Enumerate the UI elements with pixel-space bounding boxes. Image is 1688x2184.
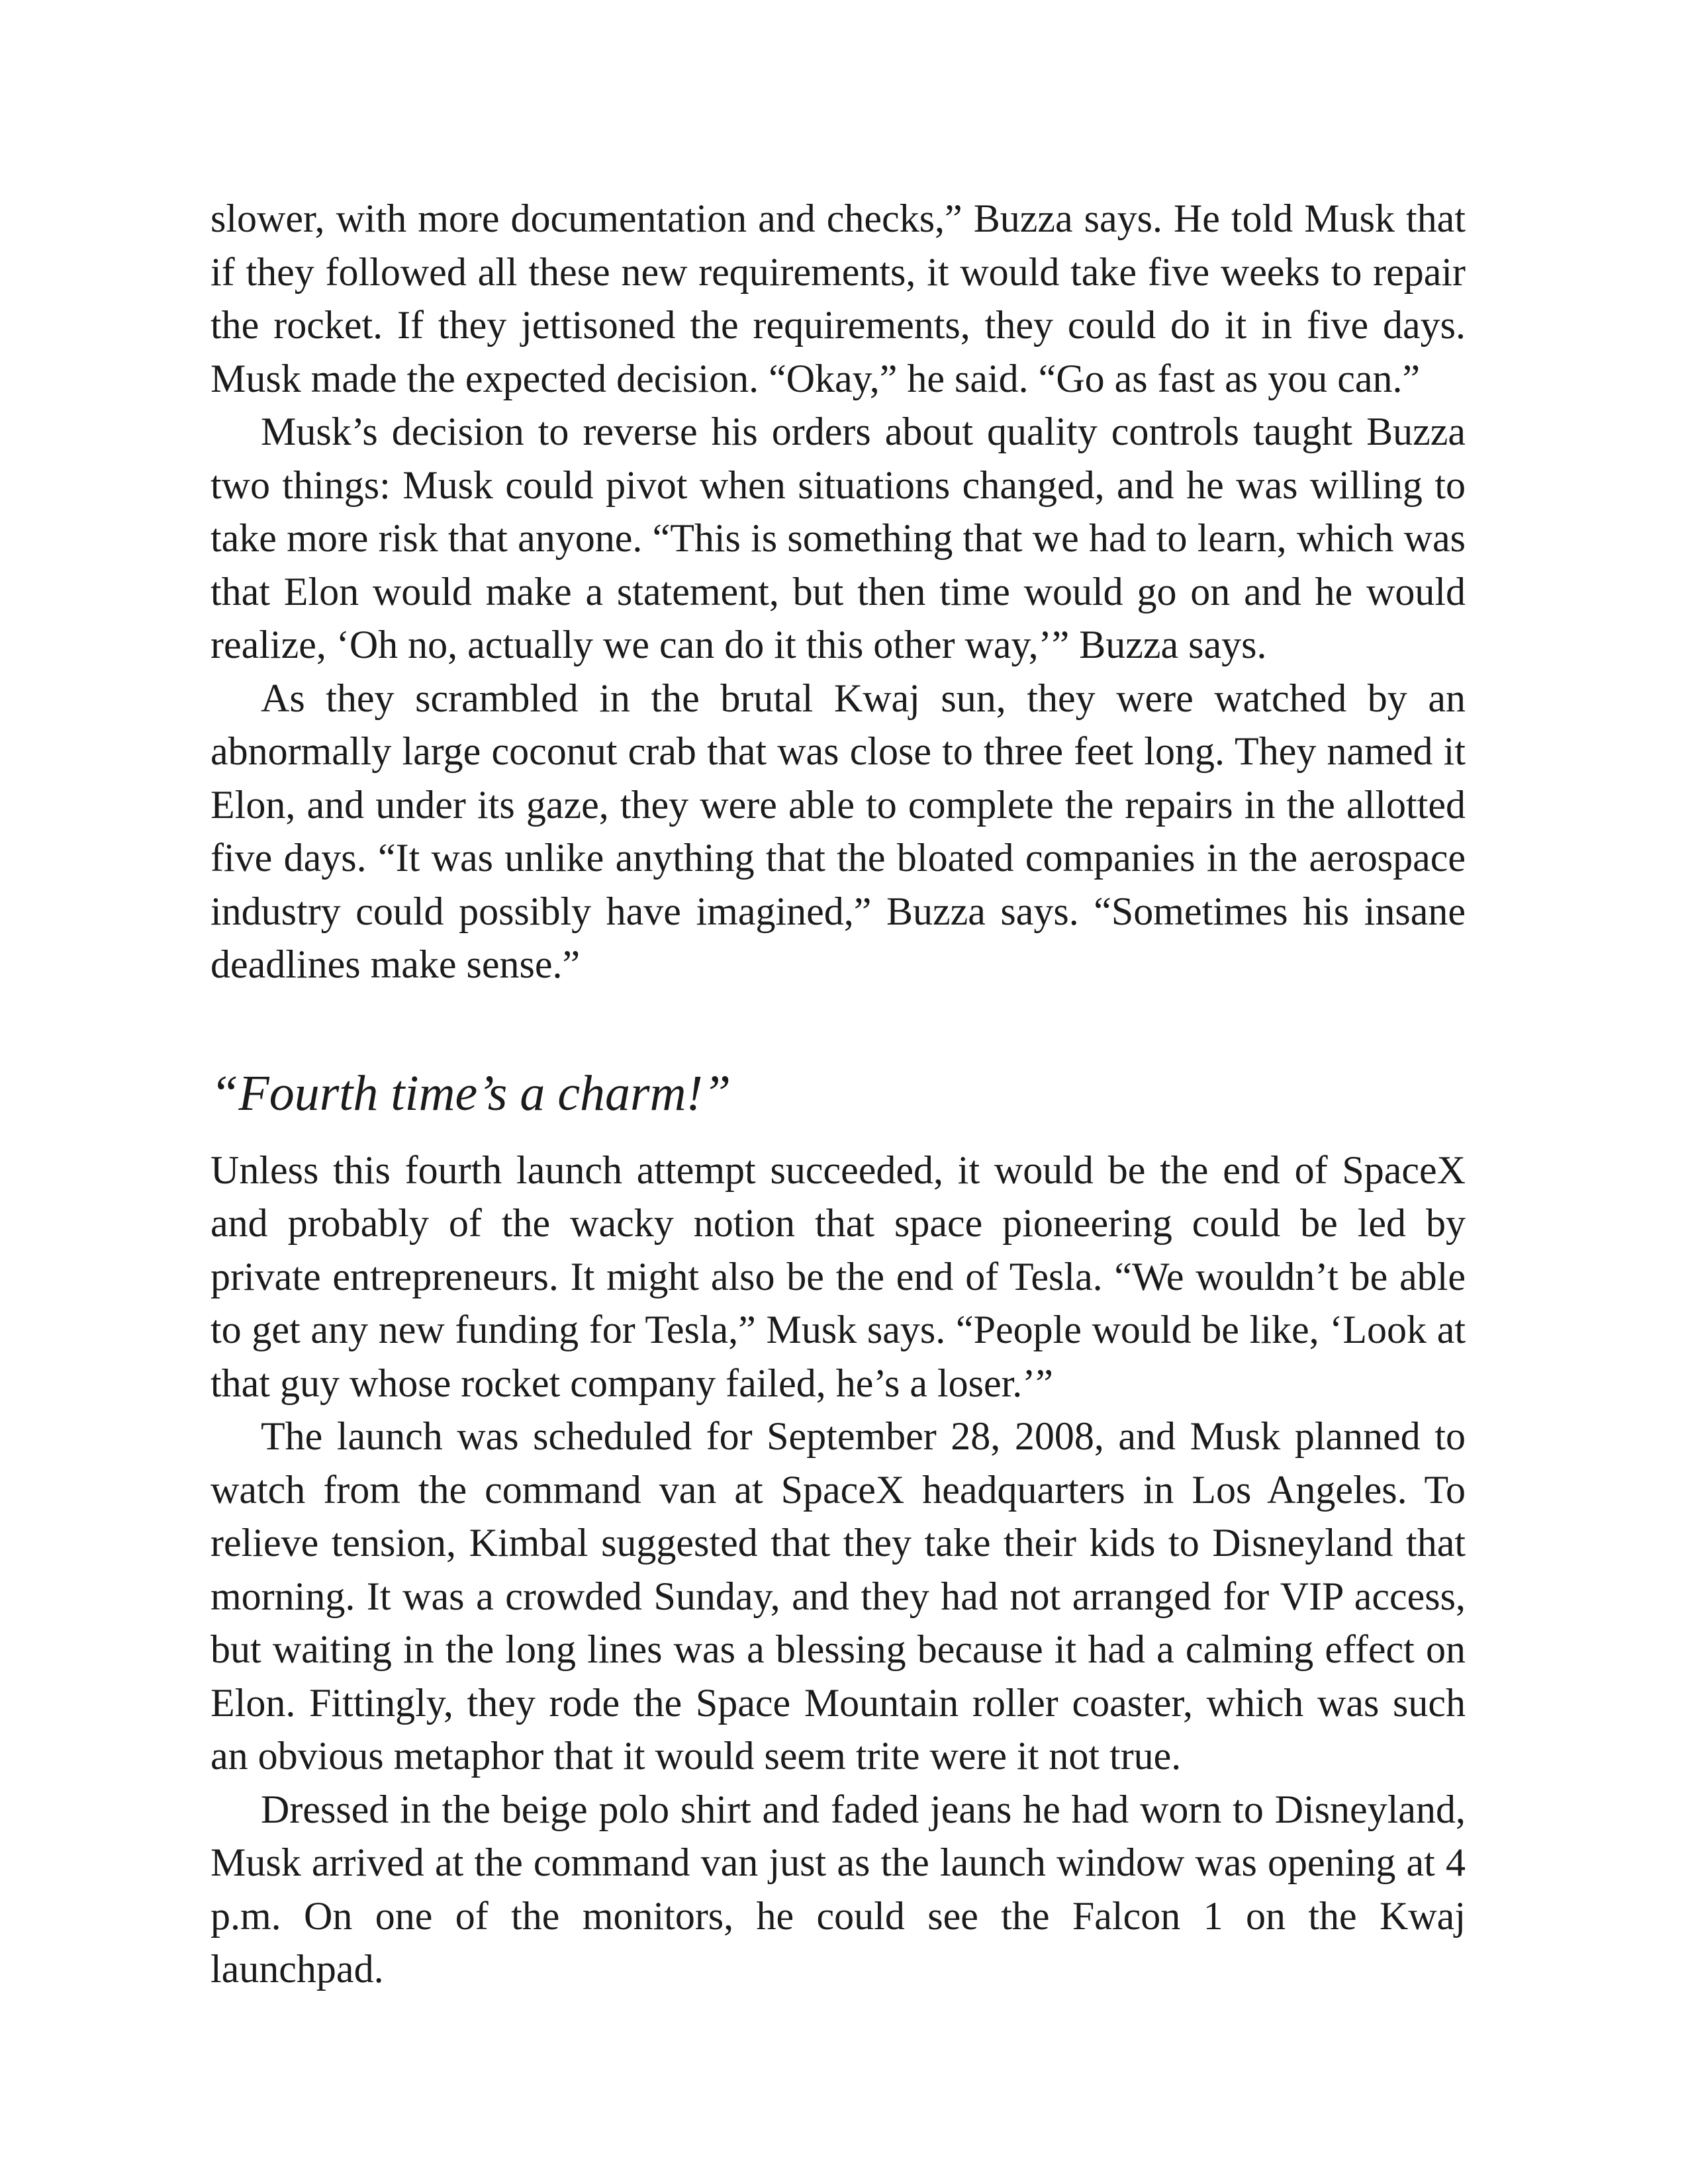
paragraph-coconut-crab: As they scrambled in the brutal Kwaj sun, they were watched by an abnormally large coconut crab that was close to three feet long. They named it Elon, and under its gaze, they were able to complete the repairs in the allotted five days. “It was unlike anything that the bloated companies in the aerospace industry could possibly have imagined,” Buzza says. “Sometimes his insane deadlines make sense.”: [211, 676, 1466, 986]
paragraph-disneyland: The launch was scheduled for September 28, 2008, and Musk planned to watch from the command van at SpaceX headquarters in Los Angeles. To relieve tension, Kimbal suggested that they take their kids to Disneyland that morning. It was a crowded Sunday, and they had not arranged for VIP access, but waiting in the long lines was a blessing because it had a calming effect on Elon. Fittingly, they rode the Space Mountain roller coaster, which was such an obvious metaphor that it would seem trite were it not true.: [211, 1414, 1466, 1778]
paragraph-repair-decision: slower, with more documentation and checks,” Buzza says. He told Musk that if they followed all these new requirements, it would take five weeks to repair the rocket. If they jettisoned the requirements, they could do it in five days. Musk made the expected decision. “Okay,” he said. “Go as fast as you can.”: [211, 197, 1466, 400]
paragraph-reverse-orders: Musk’s decision to reverse his orders about quality controls taught Buzza two things: Musk could pivot when situations changed, and he was willing to take more risk that anyone. “This is something that we had to learn, which was that Elon would make a statement, but then time would go on and he would realize, ‘Oh no, actually we can do it this other way,’” Buzza says.: [211, 410, 1466, 666]
section-heading: “Fourth time’s a charm!”: [211, 1065, 731, 1121]
book-page: [211, 192, 1466, 1996]
paragraph-command-van: Dressed in the beige polo shirt and faded jeans he had worn to Disneyland, Musk arrived at the command van just as the launch window was opening at 4 p.m. On one of the monitors, he could see the Falcon 1 on the Kwaj launchpad.: [211, 1787, 1466, 1991]
paragraph-fourth-launch: Unless this fourth launch attempt succeeded, it would be the end of SpaceX and probably of the wacky notion that space pioneering could be led by private entrepreneurs. It might also be the end of Tesla. “We wouldn’t be able to get any new funding for Tesla,” Musk says. “People would be like, ‘Look at that guy whose rocket company failed, he’s a loser.’”: [211, 1148, 1466, 1405]
